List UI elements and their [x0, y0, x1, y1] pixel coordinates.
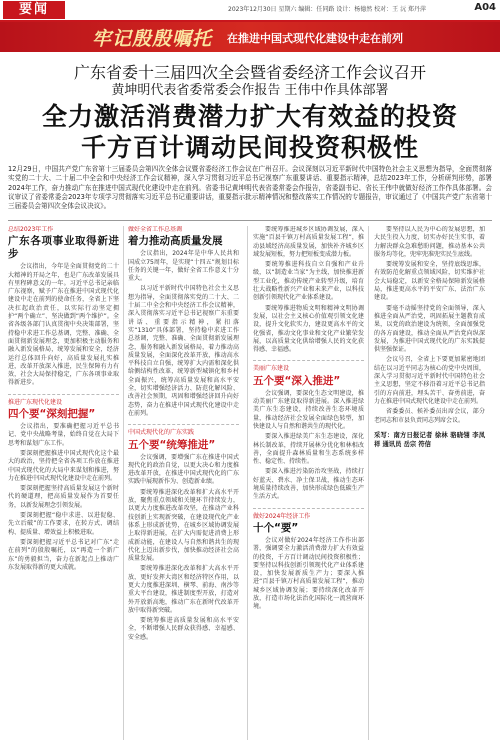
story-paragraph: 省委委员、候补委员出席会议，部分老同志和市县负责同志列席会议。	[374, 408, 485, 424]
story-paragraph: 要深入推进绿美广东生态建设，深化林长制改革，持续开展林分优化和林相改善，全面提升森林质量和生态系统多样性、稳定性、持续性。	[253, 433, 364, 466]
story-kicker: 做好全省工作总基调	[128, 226, 183, 233]
article-column-3	[253, 226, 364, 740]
banner-subtitle: 在推进中国式现代化建设中走在前列	[227, 32, 403, 45]
story-paragraph: 要深刻把握习近平总书记对广东“走在前列”的殷殷嘱托，以“再造一个新广东”的勇毅担当，奋力在新起点上推动广东发展取得新的更大成就。	[8, 538, 119, 571]
story-paragraph: 要统筹推进深化改革和扩大高水平开放，更好发挥大湾区和经济特区作用，以更大力度推进深圳、横琴、前海、南沙等重大平台建设，推进制度型开放，打造对外开放新高地，推动广东在新时代改革开放中取得新突破。	[128, 565, 239, 614]
story-paragraph: 要深刻把握坚持高质量发展这个新时代的硬道理，把高质量发展作为首要任务，以新发展理念引领发展。	[8, 485, 119, 509]
story-kicker: 推进广东现代化建设	[8, 398, 63, 406]
story-title: 四个要“深刻把握”	[8, 408, 96, 421]
story-paragraph: 会议强调，要深化生态文明建设，推动美丽广东建设取得新进展。深入推进绿美广东生态建设，持续改善生态环境质量，推动经济社会发展全面绿色转型，加快建设人与自然和谐共生的现代化。	[253, 389, 364, 430]
banner-calligraphy: 牢记殷殷嘱托	[92, 28, 213, 50]
story-block	[253, 508, 364, 612]
lead-paragraph: 12月29日，中国共产党广东省第十三届委员会第四次全体会议暨省委经济工作会议在广州召开。会议深刻以习近平新时代中国特色社会主义思想为指导，全面贯彻落实党的二十大、二十届二中全会和中央经济工作会议精神，深入学习贯彻习近平总书记视察广东重要讲话、重要指示精神，总结2023年工作，分析研判形势，部署2024年工作，奋力推动广东在推进中国式现代化建设中走在前列。省委书记黄坤明代表省委常委会作报告，省委副书记、省长王伟中就做好经济工作作具体部署。会议审议了省委常委会2023年专项学习贯彻落实习近平总书记重要讲话，重要指示批示精神情况和整改落实工作情况的专题报告，审议通过了《中国共产党广东省第十三届委员会第四次全体会议决议》。	[8, 165, 492, 211]
column-banner	[0, 22, 500, 52]
story-title: 广东各项事业取得新进步	[8, 235, 119, 261]
story-paragraph: 要深刻把握“稳中求进、以进促稳、先立后破”的工作要求，在转方式、调结构、提质量、增效益上积极进取。	[8, 512, 119, 536]
story-divider	[253, 508, 364, 509]
story-block	[8, 394, 119, 572]
story-block	[253, 226, 364, 354]
story-paragraph: 会议强调，要增强广东在推进中国式现代化的政治自觉，以更大决心和力度推进改革开放，在推进中国式现代化的广东实践中展现新作为、创造新业绩。	[128, 453, 239, 486]
article-column-4	[374, 226, 485, 740]
story-block	[128, 424, 239, 642]
column-rule	[123, 226, 124, 740]
story-block	[8, 226, 119, 388]
headline-main-line-2: 千方百计调动民间投资积极性	[80, 133, 419, 162]
story-paragraph: 要毫不动摇坚持党的全面领导，深入推进全面从严治党，巩固拓展主题教育成果，以党的政治建设为统领，全面加强党的各方面建设，推动全面从严治党向纵深发展，为推进中国式现代化的广东实践提供坚强保证。	[374, 304, 485, 354]
headline-main-line-1: 全力激活消费潜力扩大有效益的投资	[41, 102, 458, 131]
story-paragraph: 要统筹推进物质文明和精神文明协调发展，以社会主义核心价值观引领文化建设，提升文化软实力，建设更高水平的文化强省，推动文化事业和文化产业繁荣发展，以高质量文化供给增强人民的文化获得感、幸福感。	[253, 304, 364, 354]
headline-kicker-2: 黄坤明代表省委常委会作报告 王伟中作具体部署	[111, 83, 389, 98]
story-title: 五个要“统筹推进”	[128, 438, 216, 451]
story-divider	[8, 394, 119, 395]
column-rule	[368, 226, 369, 740]
story-paragraph: 要统筹推进科技自立自强和产业升级，以“制造业当家”为主线，加快推进新型工业化，推动传统产业转型升级，培育壮大战略性新兴产业和未来产业，以科技创新引领现代化产业体系建设。	[253, 261, 364, 302]
section-divider	[8, 220, 492, 221]
section-label: 要闻	[3, 1, 65, 19]
story-block	[128, 226, 239, 418]
column-rule	[247, 226, 248, 740]
story-kicker: 中国式现代化的广东实践	[128, 429, 195, 437]
story-paragraph: 要统筹推进城乡区域协调发展，深入实施“百县千镇万村高质量发展工程”，推动县域经济高质量发展，加快补齐城乡区域发展短板，努力把短板变成潜力板。	[253, 226, 364, 258]
story-paragraph: 会议对做好2024年经济工作作出部署，强调要全力激活消费潜力扩大有效益的投资，千方百计调动民间投资积极性；要坚持以科技创新引领现代化产业体系建设，加快发展新质生产力；要深入推进“百县千镇万村高质量发展工程”，推动城乡区域协调发展；要持续深化改革开放，打造市场化法治化国际化一流营商环境。	[253, 536, 364, 611]
story-paragraph: 要统筹发展和安全，坚持底线思维，有效防范化解重点领域风险，切实维护社会大局稳定，以新安全格局保障新发展格局，推进更高水平的平安广东、法治广东建设。	[374, 261, 485, 302]
story-paragraph: 要坚持以人民为中心的发展思想，加大民生投入力度，切实办好民生实事，着力解决群众急难愁盼问题，推动基本公共服务均等化，兜牢兜准兜实民生底线。	[374, 226, 485, 258]
story-title: 五个要“深入推进”	[253, 374, 341, 387]
story-paragraph: 要深入推进污染防治攻坚战，持续打好蓝天、碧水、净土保卫战，推动生态环境质量持续改善，加快形成绿色低碳生产生活方式。	[253, 468, 364, 501]
story-block	[374, 226, 485, 425]
story-paragraph: 要深刻把握推进中国式现代化这个最大的政治，坚持把全省各项工作放在推进中国式现代化的大局中来谋划和推进，努力在推进中国式现代化建设中走在前列。	[8, 449, 119, 482]
story-paragraph: 会议号召，全省上下要更加紧密地团结在以习近平同志为核心的党中央周围，深入学习贯彻习近平新时代中国特色社会主义思想，坚定不移沿着习近平总书记指引的方向前进，埋头苦干、奋勇前进，奋力在推进中国式现代化建设中走在前列。	[374, 356, 485, 405]
story-title: 十个“要”	[253, 521, 299, 534]
story-kicker: 美丽广东建设	[253, 365, 290, 373]
headline-kicker: 广东省委十三届四次全会暨省委经济工作会议召开	[73, 63, 426, 82]
story-block	[253, 360, 364, 501]
story-paragraph: 会议指出，今年是全面贯彻党的二十大精神的开局之年，也是广东改革发展具有里程碑意义的一年。习近平总书记亲临广东视察，赋予广东在推进中国式现代化建设中走在前列的使命任务，全省上下坚决扛起政治责任，以实际行动坚定拥护“两个确立”、坚决做到“两个维护”。全省各级各部门认真贯彻中央决策部署，坚持稳中求进工作总基调，完整、准确、全面贯彻新发展理念，更加积极主动服务和融入新发展格局，统筹发展和安全，经济运行总体回升向好，高质量发展扎实推进，改革开放深入推进，民生保障有力有效，社会大局保持稳定，广东各项事业取得新进步。	[8, 263, 119, 387]
article-column-1	[8, 226, 119, 740]
story-paragraph: 以习近平新时代中国特色社会主义思想为指导，全面贯彻落实党的二十大、二十届二中全会和中央经济工作会议精神，深入贯彻落实习近平总书记视察广东重要讲话、重要指示精神，紧扣落实“1310”具体部署，坚持稳中求进工作总基调，完整、准确、全面贯彻新发展理念，服务和融入新发展格局，着力推动高质量发展，全面深化改革开放，推动高水平科技自立自强，统筹扩大内需和深化供给侧结构性改革，统筹新型城镇化和乡村全面振兴，统筹高质量发展和高水平安全，切实增强经济活力、防范化解风险、改善社会预期，巩固和增强经济回升向好态势，奋力在推进中国式现代化建设中走在前列。	[128, 285, 239, 417]
story-kicker: 总结2023年工作	[8, 226, 54, 233]
story-paragraph: 要统筹推进深化改革和扩大高水平开放，聚焦重点领域和关键环节持续发力，以更大力度推进改革攻坚，在推动产业科技创新上实现新突破，在建设现代化产业体系上形成新优势，在城乡区域协调发展上取得新进展，在扩大内需促进消费上形成新动能，在建设人与自然和谐共生的现代化上迈出新步伐，加快推动经济社会高质量发展。	[128, 488, 239, 563]
byline: 采写：南方日报记者 徐林 骆晓翎 李凤祥 通讯员 岳宗 符信	[374, 431, 485, 448]
issue-meta: 2023年12月30日 星期六 编辑：任同路 设计：杨德然 校对：王 沅 郑丹萍	[228, 6, 426, 13]
story-paragraph: 会议指出，要准确把握习近平总书记、党中央战略考量，始终自觉在大局下思考和谋划广东工作。	[8, 423, 119, 447]
story-divider	[128, 424, 239, 425]
story-paragraph: 要统筹推进高质量发展和高水平安全，不断增强人民群众获得感、幸福感、安全感。	[128, 617, 239, 641]
story-paragraph: 会议指出，2024年是中华人民共和国成立75周年，是实现“十四五”规划目标任务的关键一年，做好全省工作意义十分重大。	[128, 250, 239, 283]
story-title: 着力推动高质量发展	[128, 235, 223, 248]
top-bar	[0, 0, 500, 20]
article-column-2	[128, 226, 239, 740]
story-kicker: 做好2024年经济工作	[253, 512, 311, 520]
story-divider	[253, 360, 364, 361]
page-number: A04	[474, 2, 496, 13]
